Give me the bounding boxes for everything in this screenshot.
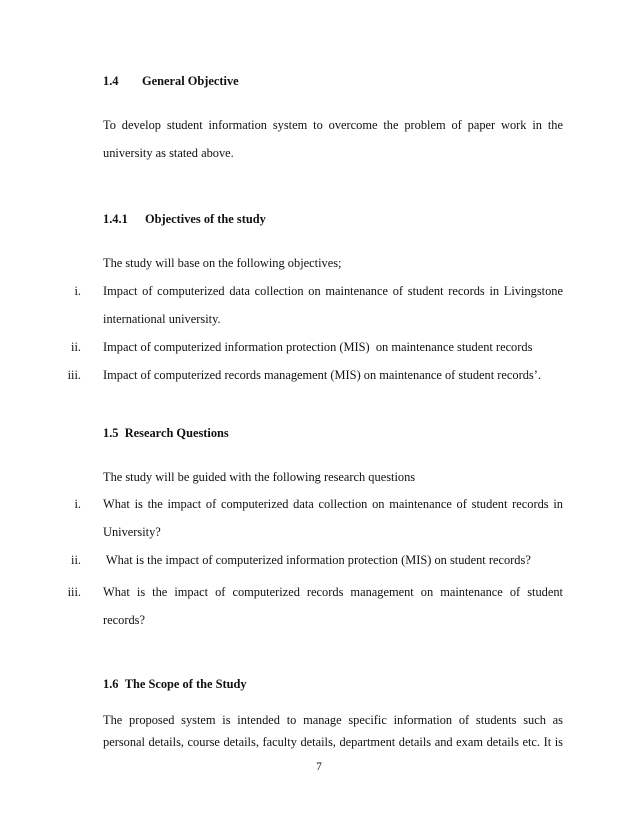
section-number: 1.4 [103, 74, 119, 88]
section-heading-1-6 [103, 676, 563, 692]
section-number: 1.5 [103, 426, 119, 440]
list-marker: ii. [71, 340, 81, 354]
general-objective-line-1: To develop student information system to overcome the problem of paper work in the [103, 118, 563, 132]
objective-item-3: Impact of computerized records management (MIS) on maintenance of student records’. [103, 368, 541, 382]
list-marker: i. [74, 497, 81, 511]
list-marker: iii. [67, 368, 81, 382]
objective-item-1-line-1: Impact of computerized data collection on maintenance of student records in Livingstone [103, 284, 563, 298]
objectives-intro: The study will base on the following objectives; [103, 256, 342, 270]
section-number: 1.4.1 [103, 212, 128, 226]
section-number: 1.6 [103, 677, 119, 691]
objective-item-2: Impact of computerized information protection (MIS) on maintenance student records [103, 340, 533, 354]
list-marker: ii. [71, 553, 81, 567]
section-heading-1-4-1 [103, 211, 563, 227]
list-marker: i. [74, 284, 81, 298]
section-title: Research Questions [124, 426, 229, 440]
list-marker: iii. [67, 585, 81, 599]
section-heading-1-5 [103, 425, 563, 441]
page-number: 7 [316, 761, 322, 773]
research-questions-intro: The study will be guided with the following research questions [103, 470, 416, 484]
question-item-2: What is the impact of computerized information protection (MIS) on student records? [103, 553, 531, 567]
general-objective-line-2: university as stated above. [103, 146, 234, 160]
scope-line-1: The proposed system is intended to manage specific information of students such as [103, 713, 563, 727]
question-item-3-line-2: records? [103, 613, 145, 627]
section-title: General Objective [142, 74, 239, 88]
question-item-3-line-1: What is the impact of computerized records management on maintenance of student [103, 585, 563, 599]
question-item-1-line-2: University? [103, 525, 161, 539]
section-title: Objectives of the study [145, 212, 266, 226]
question-item-1-line-1: What is the impact of computerized data collection on maintenance of student records in [103, 497, 563, 511]
section-heading-1-4 [103, 73, 563, 89]
objective-item-1-line-2: international university. [103, 312, 221, 326]
scope-line-2: personal details, course details, faculty details, department details and exam details etc. It is [103, 735, 563, 749]
section-title: The Scope of the Study [124, 677, 247, 691]
